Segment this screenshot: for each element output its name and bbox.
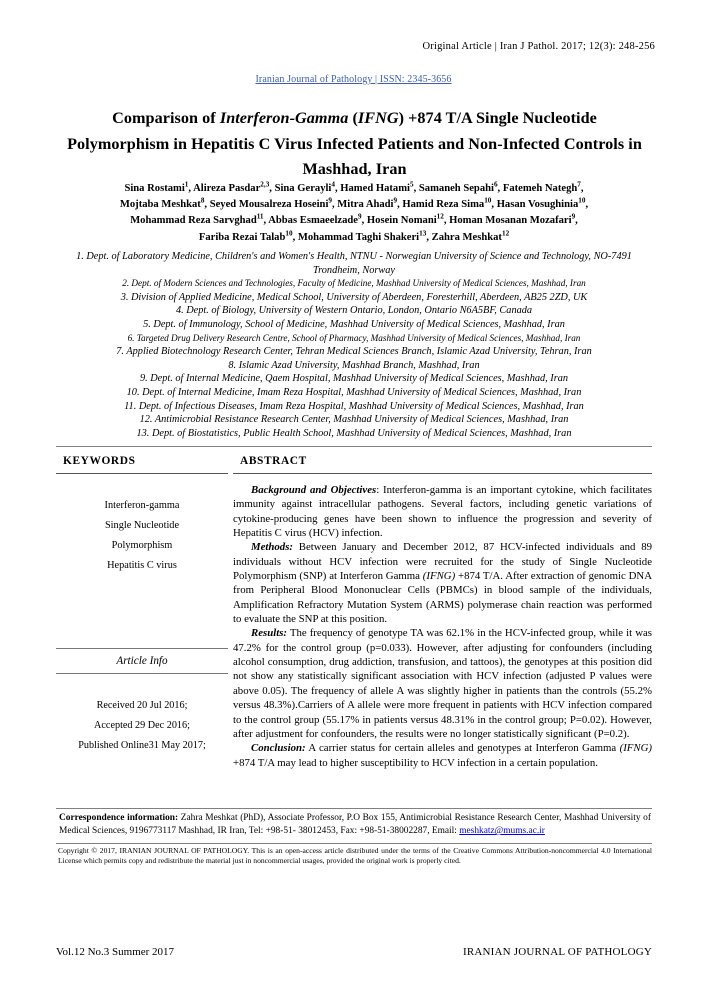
affiliation-text: Dept. of Internal Medicine, Qaem Hospital, Mashhad University of Medical Sciences, Mashhad, Iran	[150, 373, 569, 385]
correspondence-label: Correspondence information:	[59, 813, 179, 823]
author-name: Homan Mosanan Mozafari$^9$	[449, 212, 576, 227]
affiliation-text: Dept. of Internal Medicine, Imam Reza Hospital, Mashhad University of Medical Sciences, Mashhad, Iran	[142, 386, 582, 398]
affiliation-item	[52, 277, 656, 291]
author-name: Seyed Mousalreza Hoseini$^9$	[209, 196, 332, 211]
abstract-heading: ABSTRACT	[240, 455, 307, 467]
article-info-box	[56, 648, 228, 756]
affiliation-text: Targeted Drug Delivery Research Centre, School of Pharmacy, Mashhad University of Medical Sciences, Mashhad, Iran	[136, 332, 581, 343]
title-line-2: Polymorphism in Hepatitis C Virus Infected Patients and Non-Infected	[67, 134, 560, 153]
page-title	[62, 106, 647, 183]
abstract-label-results: Results:	[251, 627, 287, 640]
author-name: Sina Gerayli$^4$	[274, 180, 335, 194]
author-name: Mitra Ahadi$^9$	[337, 196, 398, 211]
author-separator: ,	[188, 183, 194, 194]
author-name: Abbas Esmaeelzade$^9$	[268, 212, 362, 227]
author-list	[48, 181, 660, 246]
title-segment-mid: (	[348, 109, 358, 127]
author-affiliation-marker: 5	[410, 180, 414, 189]
keyword-list	[56, 496, 228, 576]
author-name: Mohammad Reza Sarvghad$^{11}$	[130, 212, 264, 227]
author-affiliation-marker: 7	[577, 180, 581, 189]
correspondence-text: Zahra Meshkat (PhD), Associate Professor, P.O Box 155, Antimicrobial Resistance Research Center, Mashhad University of Medical Sciences, 9196773117 Mashhad, IR Iran, Tel: +98-51- 38012453, Fax: +98-51-38002287, Email:	[59, 813, 651, 837]
abstract-text-results: The frequency of genotype TA was 62.1% in the HCV-infected group, while it was 47.2% for the control group (p=0.033). However, after adjusting for confounders (including alcohol consumption, drug addiction, transfusion, and tattoos), the genotypes at this position did not show any statistically significant association with HCV infection (adjusted P values were above 0.05). The frequency of allele A was slightly higher in patients than the controls (55.2% versus 48.3%).Carriers of A allele were more frequent in patients with HCV infection compared to the control group (55.17% in patients versus 48.31% in the control group; P=0.02). However, after adjustment for confounders, the results were no longer statistically significant (P=0.2).	[233, 627, 652, 740]
author-name: Hasan Vosughinia$^{10}$	[496, 196, 586, 211]
author-name: Hosein Nomani$^{12}$	[366, 212, 444, 227]
author-separator: ,	[204, 199, 210, 211]
correspondence-top-rule	[56, 808, 652, 809]
author-affiliation-marker: 8	[200, 196, 205, 205]
journal-issn-link[interactable]: Iranian Journal of Pathology | ISSN: 2345-3656	[255, 74, 452, 85]
affiliation-item	[52, 332, 656, 346]
affiliation-number: 6.	[127, 332, 137, 343]
affiliation-text: Dept. of Immunology, School of Medicine, Mashhad University of Medical Sciences, Mashhad, Iran	[153, 318, 565, 330]
affiliation-item	[52, 427, 656, 441]
abstract-text-conclusion-1: A carrier status for certain alleles and genotypes at Interferon Gamma	[305, 742, 620, 755]
affiliation-text: Applied Biotechnology Research Center, Tehran Medical Sciences Branch, Islamic Azad University, Tehran, Iran	[126, 346, 592, 358]
abstract-heading-rule	[233, 473, 652, 474]
issn-line	[0, 74, 707, 85]
affiliation-text: Antimicrobial Resistance Research Center, Mashhad University of Medical Sciences, Mashhad, Iran	[154, 414, 569, 426]
author-affiliation-marker: 9	[571, 212, 576, 221]
author-affiliation-marker: 10	[578, 196, 586, 205]
keywords-heading: KEYWORDS	[63, 455, 136, 467]
affiliation-number: 8.	[228, 359, 239, 371]
affiliation-text: Dept. of Infectious Diseases, Imam Reza Hospital, Mashhad University of Medical Sciences, Mashhad, Iran	[138, 400, 584, 412]
affiliation-text: Islamic Azad University, Mashhad Branch, Mashhad, Iran	[238, 359, 480, 371]
date-received: Received 20 Jul 2016;	[96, 700, 188, 711]
author-separator: ,	[497, 183, 503, 194]
abstract-paragraph-background	[233, 483, 652, 540]
abstract-top-rule	[56, 446, 652, 447]
correspondence-email-link[interactable]: meshkatz@mums.ac.ir	[459, 826, 545, 837]
affiliation-item	[52, 372, 656, 386]
affiliation-list	[52, 250, 656, 440]
author-line-3	[48, 213, 660, 229]
affiliation-text: Dept. of Biostatistics, Public Health School, Mashhad University of Medical Sciences, Mashhad, Iran	[151, 427, 572, 439]
title-segment-pre: Comparison of	[112, 109, 220, 127]
author-line-4	[48, 230, 660, 246]
affiliation-item	[52, 386, 656, 400]
author-separator: ,	[269, 183, 275, 194]
author-separator: ,	[397, 199, 403, 211]
author-affiliation-marker: 4	[331, 180, 335, 189]
author-affiliation-marker: 13	[419, 229, 427, 238]
affiliation-item	[52, 413, 656, 427]
keyword-item: Interferon-gamma	[104, 500, 180, 511]
keyword-item: Polymorphism	[111, 540, 173, 551]
abstract-label-conclusion: Conclusion:	[251, 742, 306, 755]
abstract-paragraph-results	[233, 626, 652, 741]
affiliation-text: Division of Applied Medicine, Medical School, University of Aberdeen, Foresterhill, Aberdeen, AB25 2ZD, UK	[130, 291, 588, 303]
article-info-dates	[56, 696, 228, 756]
affiliation-number: 10.	[126, 386, 143, 398]
author-separator: ,	[361, 215, 367, 227]
affiliation-number: 1.	[76, 251, 87, 262]
abstract-italic-ifng-methods: (IFNG)	[422, 570, 456, 583]
abstract-italic-ifng-conclusion: (IFNG)	[619, 742, 652, 755]
author-line-1	[48, 181, 660, 197]
author-separator: ,	[263, 215, 269, 227]
author-affiliation-marker: 10	[484, 196, 492, 205]
abstract-paragraph-conclusion	[233, 741, 652, 770]
affiliation-number: 5.	[143, 318, 154, 330]
abstract-body	[233, 483, 652, 770]
author-name: Hamed Hatami$^5$	[340, 180, 414, 194]
author-affiliation-marker: 2,3	[260, 180, 270, 189]
title-segment-italic-gene: Interferon-Gamma	[219, 109, 349, 127]
author-separator: ,	[491, 199, 497, 211]
author-name: Hamid Reza Sima$^{10}$	[402, 196, 492, 211]
affiliation-item	[52, 250, 656, 277]
author-line-2	[48, 197, 660, 213]
abstract-label-methods: Methods:	[251, 541, 293, 554]
keyword-item: Hepatitis C virus	[107, 560, 177, 571]
affiliation-number: 13.	[136, 427, 152, 439]
author-affiliation-marker: 10	[285, 229, 293, 238]
copyright-top-rule	[56, 843, 652, 844]
keywords-heading-rule	[56, 473, 228, 474]
abstract-paragraph-methods	[233, 540, 652, 626]
affiliation-text: Dept. of Modern Sciences and Technologies, Faculty of Medicine, Mashhad University of Medical Sciences, Mashhad, Iran	[131, 278, 586, 289]
affiliation-item	[52, 318, 656, 332]
article-info-bottom-rule	[56, 673, 228, 674]
author-affiliation-marker: 11	[256, 212, 264, 221]
author-name: Mohammad Taghi Shakeri$^{13}$	[297, 229, 427, 243]
author-affiliation-marker: 12	[436, 212, 444, 221]
author-separator: ,	[426, 231, 432, 243]
affiliation-item	[52, 291, 656, 305]
abstract-column	[233, 452, 652, 770]
date-published-online: Published Online31 May 2017;	[78, 740, 206, 751]
affiliation-number: 11.	[124, 400, 139, 412]
copyright-notice: Copyright © 2017, IRANIAN JOURNAL OF PATHOLOGY. This is an open-access article distributed under the terms of the Creative Commons Attribution-noncommercial 4.0 International License which permits copy and redistribute the material just in noncommercial usages, provided the original work is properly cited.	[58, 846, 652, 866]
author-name: Mojtaba Meshkat$^8$	[119, 196, 205, 211]
author-affiliation-marker: 6	[493, 180, 498, 189]
affiliation-number: 2.	[122, 278, 132, 289]
author-separator: ,	[585, 199, 589, 211]
affiliation-number: 7.	[116, 346, 127, 358]
author-name: Alireza Pasdar$^{2,3}$	[193, 180, 270, 194]
author-separator: ,	[443, 215, 450, 227]
title-segment-italic-abbrev: IFNG	[357, 109, 399, 127]
abstract-text-conclusion-2: +874 T/A may lead to higher susceptibility to HCV infection in a certain population.	[233, 756, 598, 769]
correspondence-info	[59, 812, 651, 838]
author-name: Samaneh Sepahi$^6$	[418, 180, 498, 194]
affiliation-text: Dept. of Laboratory Medicine, Children's and Women's Health, NTNU - Norwegian University of Science and Technology, NO-7491 Trondheim, Norway	[86, 251, 632, 276]
affiliation-item	[52, 304, 656, 318]
author-affiliation-marker: 9	[358, 212, 362, 221]
author-name: Fariba Rezai Talab$^{10}$	[198, 229, 293, 243]
author-separator: ,	[575, 215, 578, 227]
author-name: Sina Rostami$^1$	[124, 180, 189, 194]
affiliation-item	[52, 400, 656, 414]
page-footer	[56, 946, 652, 958]
article-info-heading: Article Info	[116, 655, 168, 667]
title-line-3: Controls in Mashhad, Iran	[302, 134, 642, 178]
title-segment-post: ) +874 T/A Single Nucleotide	[398, 109, 597, 127]
author-affiliation-marker: 9	[393, 196, 398, 205]
author-separator: ,	[331, 199, 338, 211]
author-affiliation-marker: 12	[501, 229, 510, 238]
affiliation-number: 12.	[139, 414, 155, 426]
affiliation-number: 4.	[175, 305, 187, 317]
author-name: Zahra Meshkat$^{12}$	[431, 229, 510, 243]
author-separator: ,	[292, 231, 298, 243]
abstract-text-methods-2: +874 T/A. After extraction of genomic DNA from Peripheral Blood Mononuclear Cells (PBMCs) in blood sample of the individuals, Amplification Refractory Mutation System (ARMS) polymerase chain reaction was performed to evaluate the SNP at this position.	[233, 570, 652, 626]
affiliation-number: 9.	[139, 373, 151, 385]
affiliation-number: 3.	[120, 291, 131, 303]
affiliation-item	[52, 345, 656, 359]
affiliation-item	[52, 359, 656, 373]
author-separator: ,	[580, 183, 584, 194]
running-head: Original Article | Iran J Pathol. 2017; 12(3): 248-256	[422, 41, 655, 52]
keyword-item: Single Nucleotide	[104, 520, 180, 531]
abstract-text-background: : Interferon-gamma is an important cytokine, which facilitates immunity against intracellular pathogens. Several factors, including genetic variations of cytokine-producing genes have been shown to influence the progression and severity of Hepatitis C virus (HCV) infection.	[233, 484, 652, 540]
author-separator: ,	[413, 183, 419, 194]
affiliation-text: Dept. of Biology, University of Western Ontario, London, Ontario N6A5BF, Canada	[186, 305, 533, 317]
footer-journal-name: IRANIAN JOURNAL OF PATHOLOGY	[462, 946, 652, 958]
keywords-column	[56, 452, 228, 576]
abstract-text-methods-1: Between January and December 2012, 87 HCV-infected individuals and 89 individuals without HCV infection were recruited for the study of Single Nucleotide Polymorphism (SNP) at Interferon Gamma	[233, 541, 652, 583]
abstract-label-background: Background and Objectives	[251, 484, 377, 496]
author-affiliation-marker: 9	[328, 196, 332, 205]
date-accepted: Accepted 29 Dec 2016;	[94, 720, 190, 731]
author-name: Fatemeh Nategh$^7$	[502, 180, 581, 194]
footer-volume-info: Vol.12 No.3 Summer 2017	[56, 946, 175, 958]
author-affiliation-marker: 1	[184, 180, 189, 189]
author-separator: ,	[334, 183, 341, 194]
